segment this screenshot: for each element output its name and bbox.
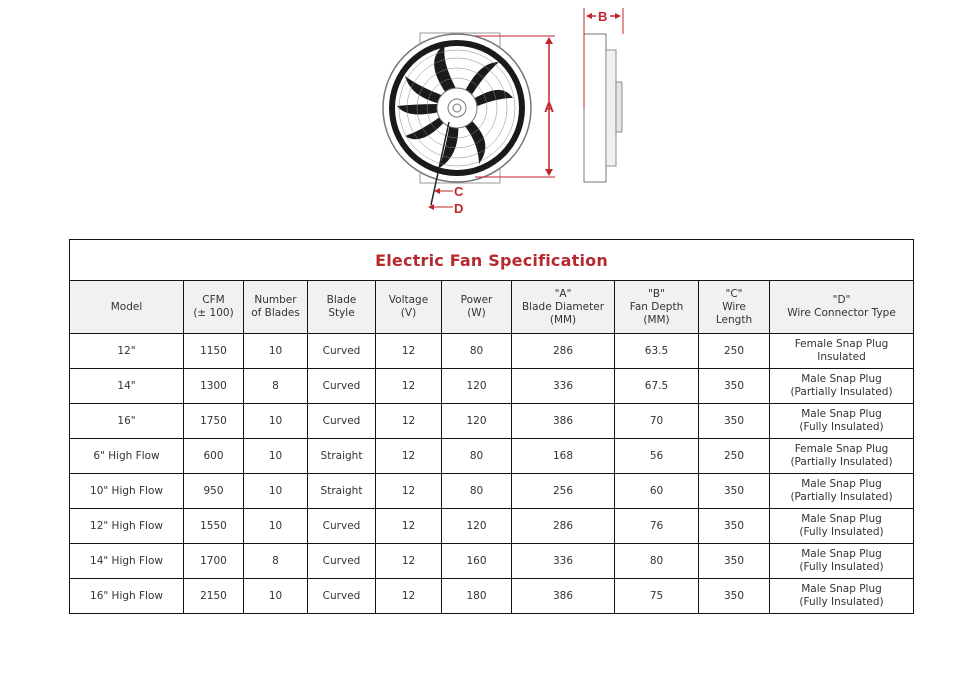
cell-power: 160 bbox=[442, 544, 512, 579]
table-title: Electric Fan Specification bbox=[70, 240, 914, 281]
cell-style: Curved bbox=[308, 544, 376, 579]
cell-style: Curved bbox=[308, 509, 376, 544]
table-row bbox=[70, 474, 914, 509]
cell-connector: Male Snap Plug (Partially Insulated) bbox=[770, 369, 914, 404]
table-row bbox=[70, 579, 914, 614]
cell-voltage: 12 bbox=[376, 404, 442, 439]
cell-blades: 10 bbox=[244, 404, 308, 439]
cell-wire-length: 350 bbox=[699, 579, 770, 614]
cell-blades: 10 bbox=[244, 579, 308, 614]
cell-depth: 63.5 bbox=[615, 334, 699, 369]
cell-power: 80 bbox=[442, 474, 512, 509]
cell-power: 180 bbox=[442, 579, 512, 614]
spec-table bbox=[69, 239, 914, 614]
cell-depth: 56 bbox=[615, 439, 699, 474]
cell-cfm: 1150 bbox=[184, 334, 244, 369]
cell-connector: Male Snap Plug (Fully Insulated) bbox=[770, 579, 914, 614]
header-connector: "D" Wire Connector Type bbox=[770, 281, 914, 334]
cell-voltage: 12 bbox=[376, 369, 442, 404]
cell-cfm: 950 bbox=[184, 474, 244, 509]
table-row bbox=[70, 334, 914, 369]
table-row bbox=[70, 404, 914, 439]
cell-voltage: 12 bbox=[376, 509, 442, 544]
cell-cfm: 1550 bbox=[184, 509, 244, 544]
cell-voltage: 12 bbox=[376, 579, 442, 614]
cell-model: 14" High Flow bbox=[70, 544, 184, 579]
cell-connector: Female Snap Plug Insulated bbox=[770, 334, 914, 369]
cell-diameter: 336 bbox=[512, 369, 615, 404]
cell-blades: 8 bbox=[244, 544, 308, 579]
header-voltage: Voltage (V) bbox=[376, 281, 442, 334]
header-depth: "B" Fan Depth (MM) bbox=[615, 281, 699, 334]
header-model: Model bbox=[70, 281, 184, 334]
cell-blades: 8 bbox=[244, 369, 308, 404]
fan-illustration-icon bbox=[375, 0, 645, 225]
header-power: Power (W) bbox=[442, 281, 512, 334]
cell-voltage: 12 bbox=[376, 439, 442, 474]
cell-model: 16" bbox=[70, 404, 184, 439]
cell-wire-length: 350 bbox=[699, 369, 770, 404]
header-blades: Number of Blades bbox=[244, 281, 308, 334]
cell-depth: 60 bbox=[615, 474, 699, 509]
cell-blades: 10 bbox=[244, 439, 308, 474]
cell-power: 120 bbox=[442, 509, 512, 544]
cell-wire-length: 250 bbox=[699, 334, 770, 369]
cell-diameter: 286 bbox=[512, 334, 615, 369]
svg-text:A: A bbox=[544, 99, 555, 115]
cell-power: 120 bbox=[442, 369, 512, 404]
cell-connector: Male Snap Plug (Fully Insulated) bbox=[770, 544, 914, 579]
cell-cfm: 2150 bbox=[184, 579, 244, 614]
cell-voltage: 12 bbox=[376, 334, 442, 369]
cell-diameter: 168 bbox=[512, 439, 615, 474]
cell-model: 12" bbox=[70, 334, 184, 369]
cell-style: Curved bbox=[308, 579, 376, 614]
table-row bbox=[70, 544, 914, 579]
cell-power: 80 bbox=[442, 439, 512, 474]
cell-diameter: 256 bbox=[512, 474, 615, 509]
header-wire-length: "C" Wire Length bbox=[699, 281, 770, 334]
cell-style: Curved bbox=[308, 334, 376, 369]
cell-connector: Female Snap Plug (Partially Insulated) bbox=[770, 439, 914, 474]
cell-wire-length: 250 bbox=[699, 439, 770, 474]
cell-connector: Male Snap Plug (Fully Insulated) bbox=[770, 404, 914, 439]
cell-style: Straight bbox=[308, 439, 376, 474]
cell-style: Straight bbox=[308, 474, 376, 509]
cell-cfm: 1700 bbox=[184, 544, 244, 579]
cell-model: 12" High Flow bbox=[70, 509, 184, 544]
cell-power: 80 bbox=[442, 334, 512, 369]
fan-dimension-diagram bbox=[375, 0, 645, 225]
header-row bbox=[70, 281, 914, 334]
cell-connector: Male Snap Plug (Partially Insulated) bbox=[770, 474, 914, 509]
cell-connector: Male Snap Plug (Fully Insulated) bbox=[770, 509, 914, 544]
cell-cfm: 1750 bbox=[184, 404, 244, 439]
cell-model: 10" High Flow bbox=[70, 474, 184, 509]
header-cfm: CFM (± 100) bbox=[184, 281, 244, 334]
cell-depth: 67.5 bbox=[615, 369, 699, 404]
cell-cfm: 600 bbox=[184, 439, 244, 474]
table-row bbox=[70, 509, 914, 544]
cell-depth: 70 bbox=[615, 404, 699, 439]
cell-depth: 75 bbox=[615, 579, 699, 614]
cell-diameter: 386 bbox=[512, 404, 615, 439]
cell-diameter: 336 bbox=[512, 544, 615, 579]
cell-depth: 80 bbox=[615, 544, 699, 579]
cell-wire-length: 350 bbox=[699, 544, 770, 579]
cell-cfm: 1300 bbox=[184, 369, 244, 404]
cell-style: Curved bbox=[308, 369, 376, 404]
table-row bbox=[70, 369, 914, 404]
cell-wire-length: 350 bbox=[699, 474, 770, 509]
cell-model: 14" bbox=[70, 369, 184, 404]
cell-blades: 10 bbox=[244, 509, 308, 544]
cell-depth: 76 bbox=[615, 509, 699, 544]
cell-wire-length: 350 bbox=[699, 404, 770, 439]
svg-text:C: C bbox=[454, 184, 464, 199]
cell-model: 6" High Flow bbox=[70, 439, 184, 474]
cell-power: 120 bbox=[442, 404, 512, 439]
cell-wire-length: 350 bbox=[699, 509, 770, 544]
cell-diameter: 286 bbox=[512, 509, 615, 544]
svg-text:B: B bbox=[598, 9, 608, 24]
cell-diameter: 386 bbox=[512, 579, 615, 614]
header-style: Blade Style bbox=[308, 281, 376, 334]
cell-blades: 10 bbox=[244, 334, 308, 369]
cell-voltage: 12 bbox=[376, 544, 442, 579]
cell-model: 16" High Flow bbox=[70, 579, 184, 614]
header-diameter: "A" Blade Diameter (MM) bbox=[512, 281, 615, 334]
cell-style: Curved bbox=[308, 404, 376, 439]
cell-voltage: 12 bbox=[376, 474, 442, 509]
cell-blades: 10 bbox=[244, 474, 308, 509]
table-row bbox=[70, 439, 914, 474]
svg-text:D: D bbox=[454, 201, 464, 216]
